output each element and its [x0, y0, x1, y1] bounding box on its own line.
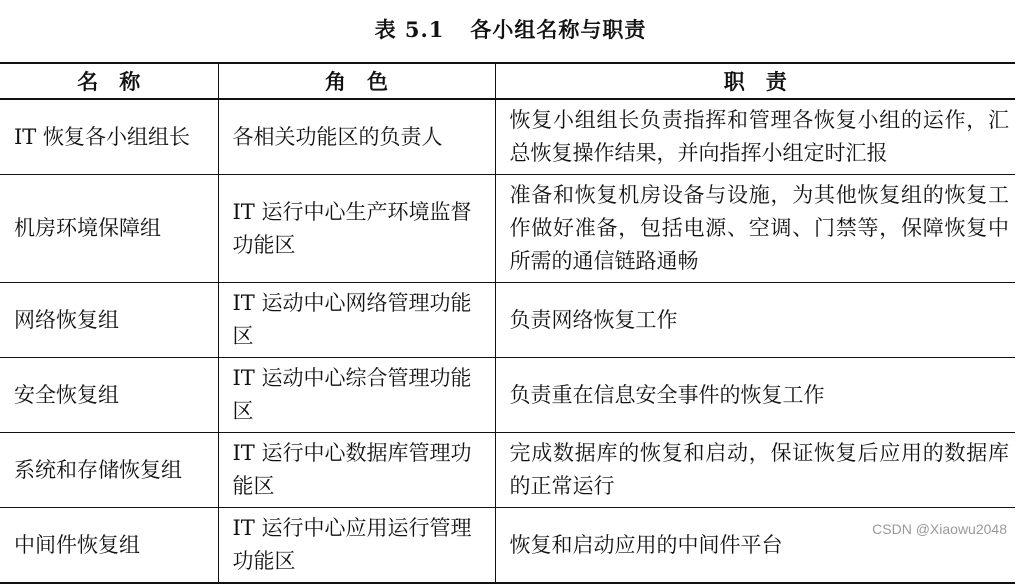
group-duty: 负责网络恢复工作 — [495, 283, 1015, 358]
group-role: IT 运行中心数据库管理功能区 — [218, 433, 495, 508]
group-duty: 负责重在信息安全事件的恢复工作 — [495, 358, 1015, 433]
table-row — [0, 508, 1015, 584]
table-title: 各小组名称与职责 — [470, 17, 647, 42]
group-duty: 恢复和启动应用的中间件平台 — [495, 508, 1015, 584]
table-number: 表 5.1 — [374, 17, 445, 42]
header-duty: 职 责 — [495, 63, 1015, 99]
group-name: 系统和存储恢复组 — [0, 433, 218, 508]
group-role: IT 运动中心综合管理功能区 — [218, 358, 495, 433]
group-duty: 准备和恢复机房设备与设施，为其他恢复组的恢复工作做好准备，包括电源、空调、门禁等，保障恢复中所需的通信链路通畅 — [495, 175, 1015, 283]
csdn-watermark: CSDN @Xiaowu2048 — [872, 521, 1007, 537]
table-row — [0, 358, 1015, 433]
group-role: 各相关功能区的负责人 — [218, 99, 495, 175]
header-name: 名 称 — [0, 63, 218, 99]
group-name: 机房环境保障组 — [0, 175, 218, 283]
table-row — [0, 433, 1015, 508]
group-name: 中间件恢复组 — [0, 508, 218, 584]
table-row — [0, 175, 1015, 283]
group-duty: 完成数据库的恢复和启动，保证恢复后应用的数据库的正常运行 — [495, 433, 1015, 508]
group-role: IT 运行中心生产环境监督功能区 — [218, 175, 495, 283]
group-duty: 恢复小组组长负责指挥和管理各恢复小组的运作，汇总恢复操作结果，并向指挥小组定时汇报 — [495, 99, 1015, 175]
group-name: 安全恢复组 — [0, 358, 218, 433]
table-caption — [0, 14, 1021, 44]
group-role: IT 运行中心应用运行管理功能区 — [218, 508, 495, 584]
group-name: IT 恢复各小组组长 — [0, 99, 218, 175]
responsibility-table — [0, 62, 1015, 584]
table-row — [0, 99, 1015, 175]
header-role: 角 色 — [218, 63, 495, 99]
table-row — [0, 283, 1015, 358]
group-role: IT 运动中心网络管理功能区 — [218, 283, 495, 358]
header-row — [0, 63, 1015, 99]
group-name: 网络恢复组 — [0, 283, 218, 358]
